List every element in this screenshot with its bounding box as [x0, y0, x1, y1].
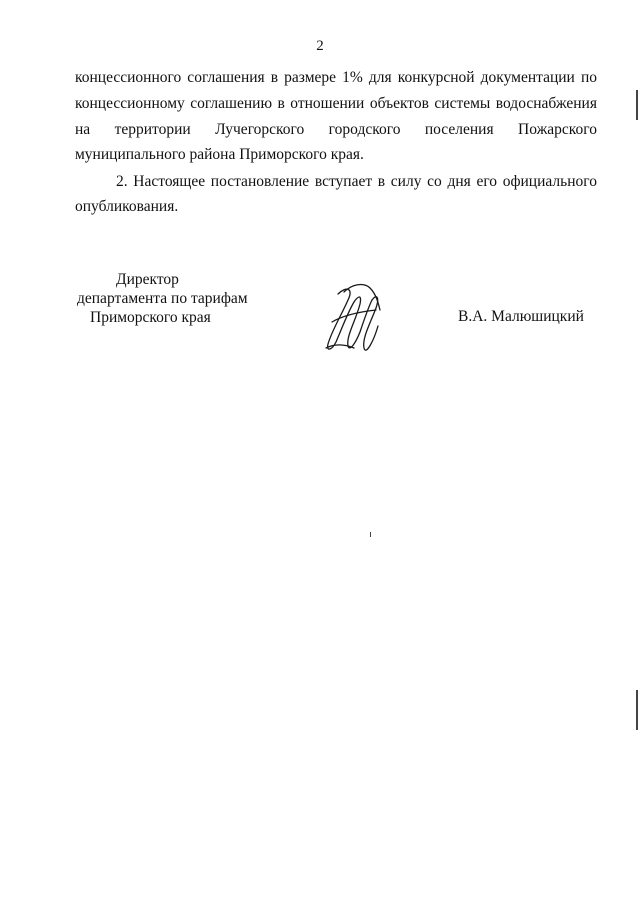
scan-speck — [370, 532, 371, 537]
signatory-name: В.А. Малюшицкий — [458, 308, 584, 325]
body-line-6: опубликования. — [75, 198, 179, 215]
handwritten-signature — [318, 282, 388, 362]
body-line-4: муниципального района Приморского края. — [75, 146, 364, 163]
signatory-title-line-3: Приморского края — [90, 309, 211, 326]
page-number: 2 — [316, 38, 324, 54]
body-line-3: на территории Лучегорского городского поселения Пожарского — [75, 121, 597, 138]
body-line-5: 2. Настоящее постановление вступает в силу со дня его официального — [116, 173, 597, 190]
scan-edge-mark-top — [636, 90, 638, 120]
body-line-2: концессионному соглашению в отношении объектов системы водоснабжения — [75, 95, 597, 112]
scan-edge-mark-bottom — [636, 690, 638, 730]
signatory-title-line-2: департамента по тарифам — [77, 290, 248, 307]
body-line-1: концессионного соглашения в размере 1% для конкурсной документации по — [75, 69, 597, 86]
signatory-title-line-1: Директор — [116, 271, 179, 288]
